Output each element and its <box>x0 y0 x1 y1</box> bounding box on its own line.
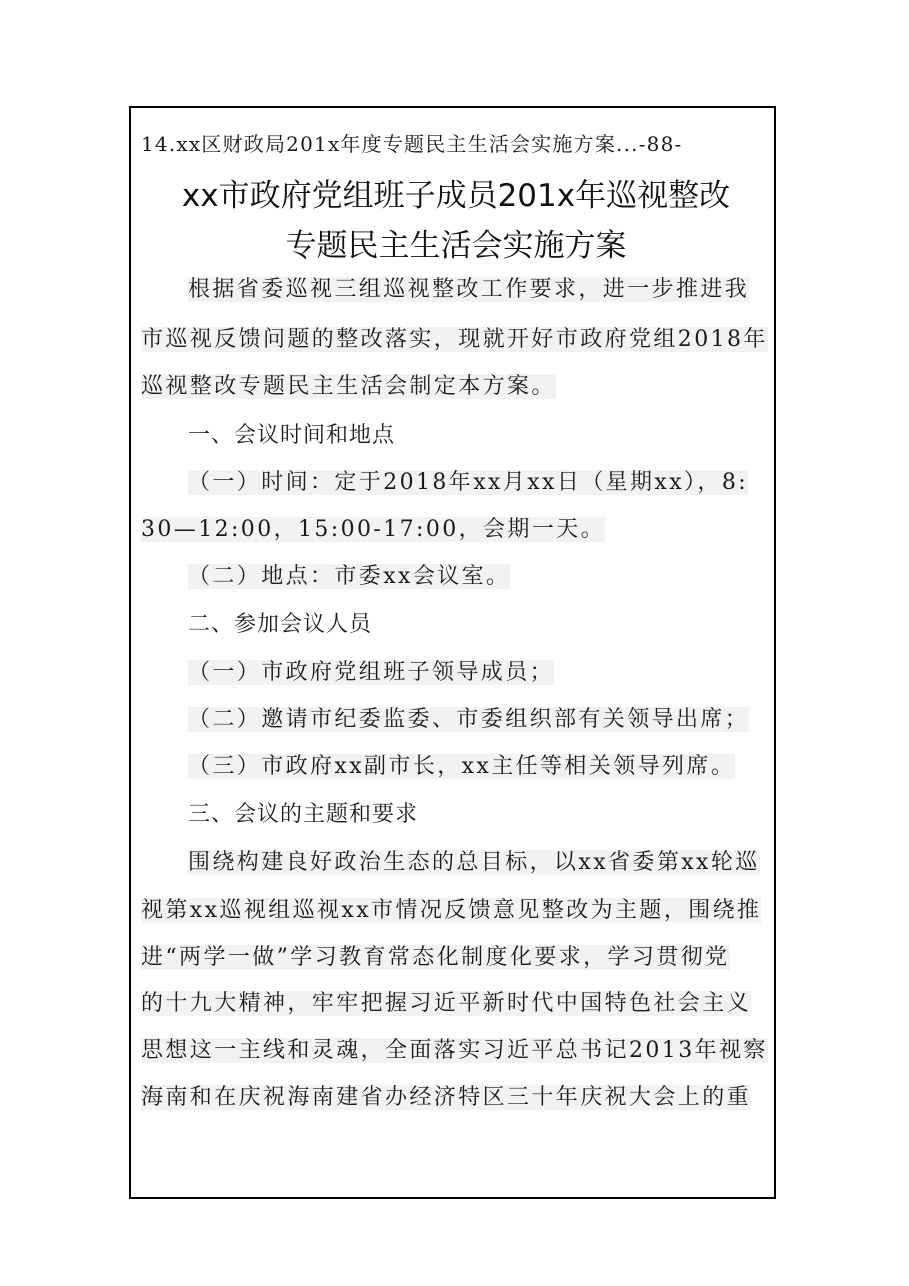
section-3-paragraph <box>188 845 771 876</box>
document-title-line-2: 专题民主生活会实施方案 <box>285 228 627 264</box>
intro-line-2: 市巡视反馈问题的整改落实，现就开好市政府党组2018年 <box>141 327 768 352</box>
section-3-line-3: 进“两学一做”学习教育常态化制度化要求，学习贯彻党 <box>141 945 730 970</box>
section-3-line-1: 围绕构建良好政治生态的总目标，以xx省委第xx轮巡 <box>188 850 760 875</box>
section-2-item-3-text: （三）市政府xx副市长，xx主任等相关领导列席。 <box>188 754 736 779</box>
section-3-paragraph-cont-3 <box>141 986 771 1017</box>
section-3-line-6: 海南和在庆祝海南建省办经济特区三十年庆祝大会上的重 <box>141 1085 752 1110</box>
section-3-paragraph-cont-5 <box>141 1080 771 1111</box>
toc-entry: 14.xx区财政局201x年度专题民主生活会实施方案...-88- <box>141 132 683 156</box>
section-3-line-5: 思想这一主线和灵魂，全面落实习近平总书记2013年视察 <box>141 1038 768 1063</box>
section-1-item-1 <box>188 465 771 496</box>
section-1-item-1-cont <box>141 512 771 543</box>
section-3-paragraph-cont-1 <box>141 893 771 924</box>
section-3-heading: 三、会议的主题和要求 <box>188 802 419 827</box>
intro-line-3: 巡视整改专题民主生活会制定本方案。 <box>141 374 556 399</box>
section-2-item-1-text: （一）市政府党组班子领导成员； <box>188 660 555 685</box>
section-3-line-4: 的十九大精神，牢牢把握习近平新时代中国特色社会主义 <box>141 991 752 1016</box>
section-1-item-1-line-1: （一）时间：定于2018年xx月xx日（星期xx），8: <box>188 470 749 495</box>
section-1-item-1-line-2: 30—12:00，15:00-17:00，会期一天。 <box>141 517 606 542</box>
section-2-item-3 <box>188 749 771 780</box>
section-3-paragraph-cont-4 <box>141 1033 771 1064</box>
section-2-item-1 <box>188 655 771 686</box>
section-1-item-2 <box>188 559 771 590</box>
section-2-heading: 二、参加会议人员 <box>188 612 373 637</box>
document-title-line-1: xx市政府党组班子成员201x年巡视整改 <box>181 178 731 214</box>
intro-paragraph-cont <box>141 322 771 353</box>
intro-paragraph-end <box>141 369 771 400</box>
section-3-paragraph-cont-2 <box>141 940 771 971</box>
intro-paragraph <box>188 272 771 303</box>
section-1-heading: 一、会议时间和地点 <box>188 423 396 448</box>
section-1-item-2-text: （二）地点：市委xx会议室。 <box>188 564 511 589</box>
section-3-line-2: 视第xx巡视组巡视xx市情况反馈意见整改为主题，围绕推 <box>141 898 762 923</box>
intro-line-1: 根据省委巡视三组巡视整改工作要求，进一步推进我 <box>188 277 750 302</box>
section-2-item-2-text: （二）邀请市纪委监委、市委组织部有关领导出席； <box>188 707 750 732</box>
section-2-item-2 <box>188 702 771 733</box>
